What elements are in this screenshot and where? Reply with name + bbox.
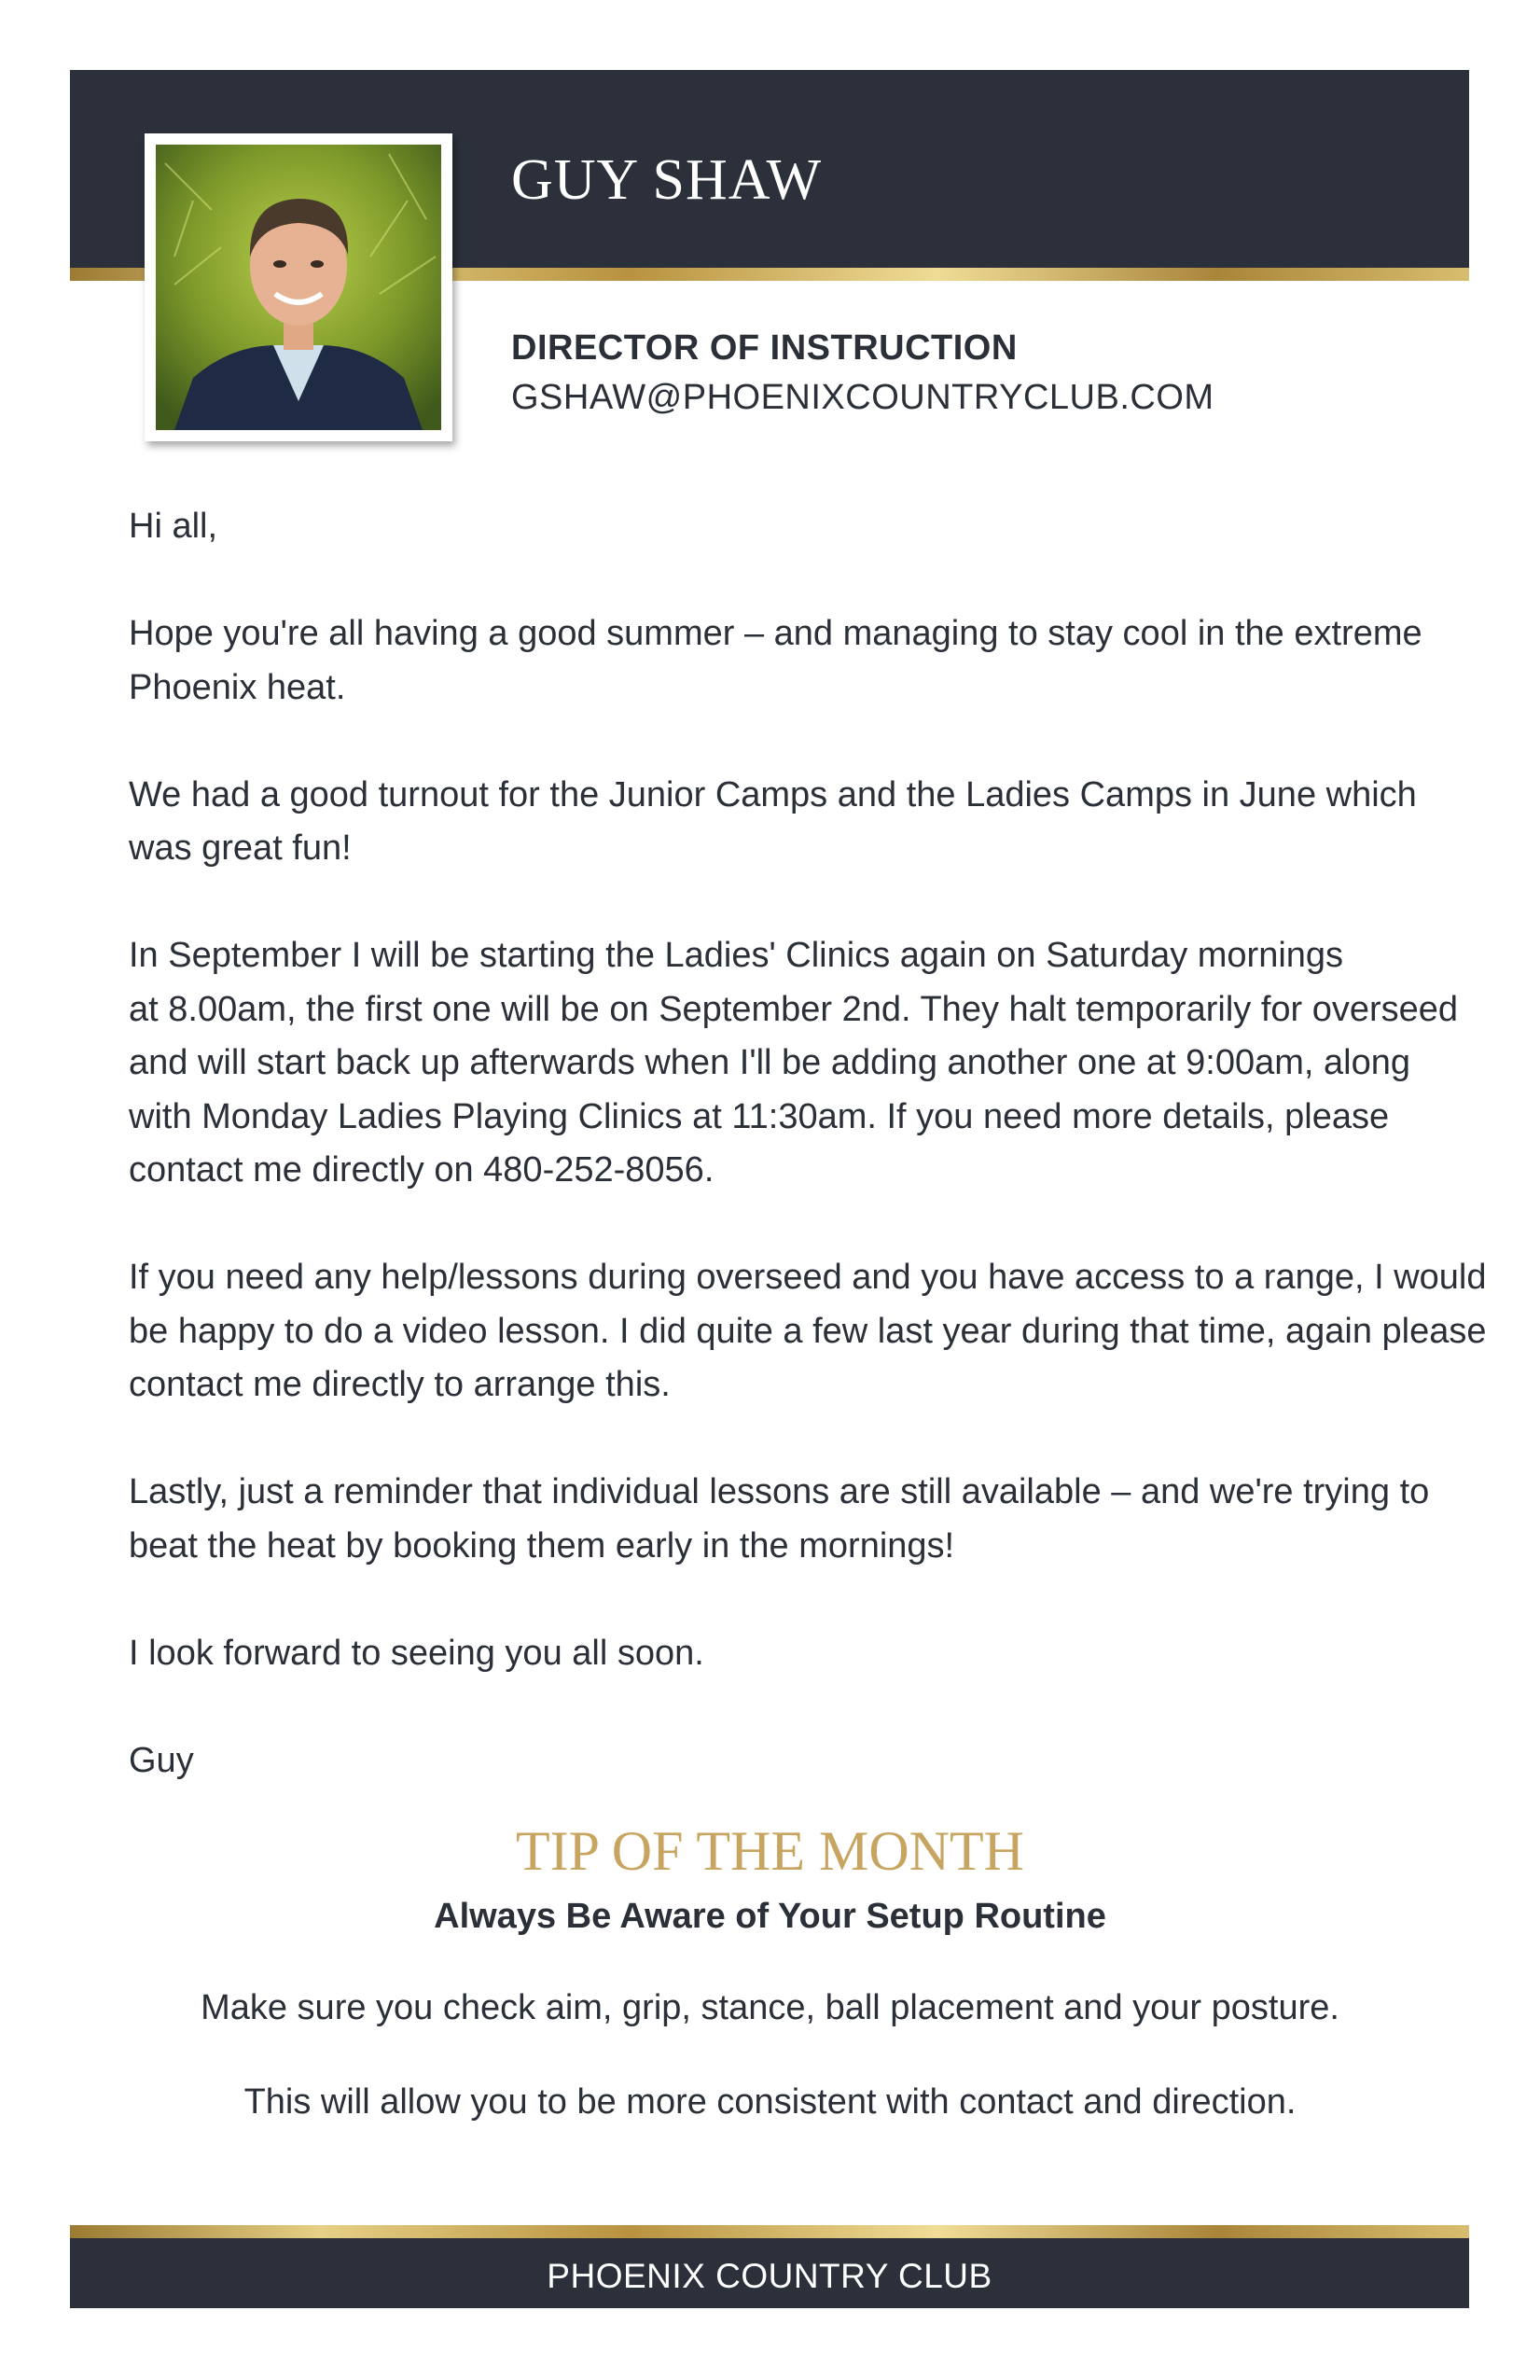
- paragraph-video-lessons: If you need any help/lessons during overseed and you have access to a range, I would be happy to do a video lesson. I did quite a few last year during that time, again please contact me directly to arrange this.: [129, 1258, 1487, 1404]
- job-title: DIRECTOR OF INSTRUCTION: [511, 328, 1018, 368]
- portrait-image: [156, 145, 441, 430]
- greeting: Hi all,: [129, 507, 218, 546]
- paragraph-camps: We had a good turnout for the Junior Camps and the Ladies Camps in June which was great fun!: [129, 774, 1417, 868]
- letter-body: [129, 500, 1487, 1842]
- tip-heading: TIP OF THE MONTH: [515, 1820, 1024, 1882]
- tip-text-line-2: This will allow you to be more consistent with contact and direction.: [243, 2082, 1297, 2122]
- profile-photo: [145, 133, 452, 441]
- footer-gold-divider: [70, 2225, 1469, 2238]
- paragraph-individual-lessons: Lastly, just a reminder that individual lessons are still available – and we're trying to beat the heat by booking them early in the mornings!: [129, 1472, 1430, 1566]
- footer-bar: [70, 2238, 1469, 2308]
- closing-line: I look forward to seeing you all soon.: [129, 1633, 704, 1673]
- tip-text-line-1: Make sure you check aim, grip, stance, ball placement and your posture.: [201, 1988, 1339, 2027]
- paragraph-summer: Hope you're all having a good summer – and managing to stay cool in the extreme Phoenix heat.: [129, 614, 1422, 707]
- signature: Guy: [129, 1740, 194, 1780]
- email-address[interactable]: GSHAW@PHOENIXCOUNTRYCLUB.COM: [511, 378, 1214, 417]
- paragraph-clinics: In September I will be starting the Ladies' Clinics again on Saturday mornings at 8.00am, the first one will be on September 2nd. They halt temporarily for overseed and will start back up afterwards when I'll be adding another one at 9:00am, along with Monday Ladies Playing Clinics at 11:30am. If you need more details, please contact me directly on 480-252-8056.: [129, 936, 1459, 1190]
- person-name: GUY SHAW: [511, 148, 823, 212]
- club-name: PHOENIX COUNTRY CLUB: [547, 2257, 992, 2295]
- tip-subheading: Always Be Aware of Your Setup Routine: [434, 1897, 1106, 1936]
